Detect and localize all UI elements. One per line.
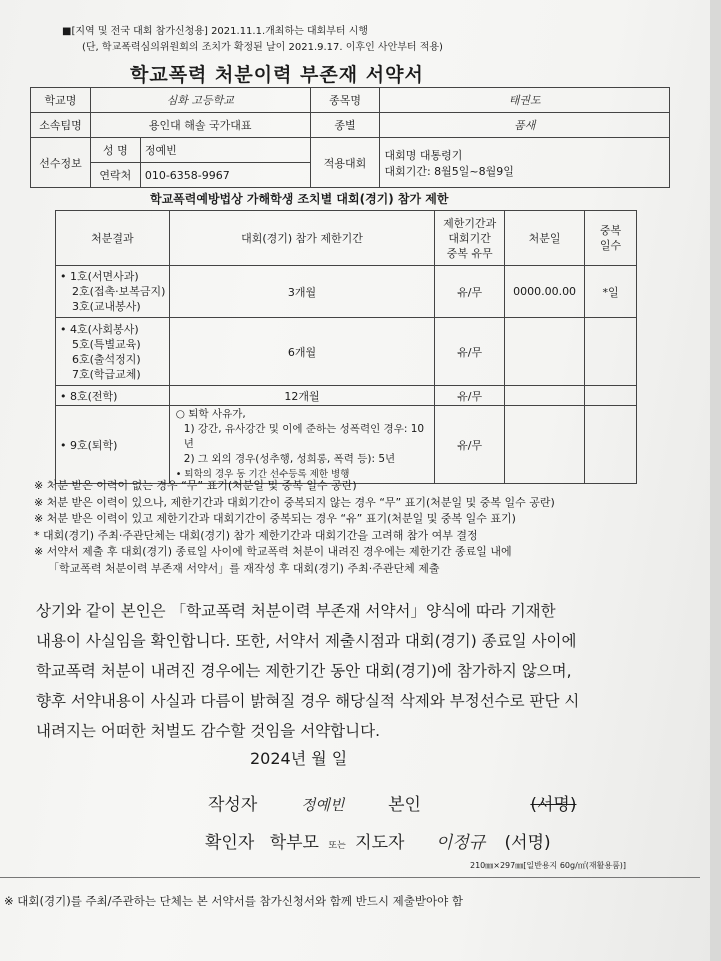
row3-overlap: 유/무 (435, 386, 505, 406)
document-title: 학교폭력 처분이력 부존재 서약서 (130, 64, 424, 86)
row2-result-1: • 4호(사회봉사) (60, 322, 139, 336)
contact-label: 연락처 (90, 163, 140, 188)
header-overlap (435, 211, 505, 266)
row2-result-3: 6호(출석정지) (72, 352, 141, 366)
note-2: ※ 처분 받은 이력이 있으나, 제한기간과 대회기간이 중복되지 않는 경우 “무” 표기(처분일 및 중복 일수 공란) (34, 495, 555, 509)
row3-date (505, 386, 585, 406)
row1-days: *일 (585, 266, 637, 318)
header-days-line2: 일수 (599, 239, 622, 252)
confirmer-label: 확인자 (205, 833, 255, 853)
row2-result-4: 7호(학급교체) (72, 367, 141, 381)
header-overlap-line3: 중복 유무 (446, 246, 493, 260)
contact-value: 010-6358-9967 (140, 163, 310, 188)
row2-date (505, 318, 585, 386)
row2-period: 6개월 (169, 318, 434, 386)
footer-note: ※ 대회(경기)를 주최/주관하는 단체는 본 서약서를 참가신청서와 함께 반드시 제출받아야 함 (4, 894, 463, 908)
event-value: 태권도 (380, 88, 670, 113)
note-5: ※ 서약서 제출 후 대회(경기) 종료일 사이에 학교폭력 처분이 내려진 경우에는 제한기간 종료일 내에 (34, 545, 512, 558)
writer-label: 작성자 (208, 795, 258, 815)
row4-period-line2: 1) 강간, 유사강간 및 이에 준하는 성폭력인 경우: 10년 (183, 423, 425, 450)
header-days (585, 211, 637, 266)
team-value: 용인대 해솔 국가대표 (90, 113, 310, 138)
header-date: 처분일 (505, 211, 585, 266)
parent-label: 학부모 (269, 833, 319, 853)
header-note-1: ■[지역 및 전국 대회 참가신청용] 2021.11.1.개최하는 대회부터 시행 (62, 26, 369, 37)
school-label: 학교명 (31, 88, 91, 113)
row1-date: 0000.00.00 (505, 266, 585, 318)
date-line: 2024년 월 일 (250, 749, 348, 768)
row1-period: 3개월 (169, 266, 434, 318)
row3-period: 12개월 (169, 386, 434, 406)
competition-label: 적용대회 (310, 138, 380, 188)
category-value: 품새 (380, 113, 670, 138)
coach-label: 지도자 (355, 833, 405, 853)
competition-name: 대회명 대통령기 (384, 148, 463, 162)
row4-period (169, 406, 434, 484)
pledge-line-5: 내려지는 어떠한 처벌도 감수할 것임을 서약합니다. (36, 722, 380, 740)
header-note-2: (단, 학교폭력심의위원회의 조치가 확정된 날이 2021.9.17. 이후인 사안부터 적용) (82, 42, 443, 53)
row4-date (505, 406, 585, 484)
header-overlap-line1: 제한기간과 (443, 216, 497, 230)
row2-overlap: 유/무 (435, 318, 505, 386)
row2-days (585, 318, 637, 386)
row4-period-line3: 2) 그 외의 경우(성추행, 성희롱, 폭력 등): 5년 (183, 453, 396, 465)
row4-days (585, 406, 637, 484)
note-4: * 대회(경기) 주최·주관단체는 대회(경기) 참가 제한기간과 대회기간을 고려해 참가 여부 결정 (34, 528, 478, 542)
header-days-line1: 중복 (599, 224, 622, 237)
competition-period: 대회기간: 8월5일~8월9일 (384, 164, 514, 178)
team-label: 소속팀명 (31, 113, 91, 138)
or-label: 또는 (328, 841, 346, 851)
school-value: 심화 고등학교 (90, 88, 310, 113)
header-period: 대회(경기) 참가 제한기간 (169, 211, 434, 266)
notes (34, 478, 555, 577)
row3-result: • 8호(전학) (56, 386, 170, 406)
row4-result: • 9호(퇴학) (56, 406, 170, 484)
note-3: ※ 처분 받은 이력이 있고 제한기간과 대회기간이 중복되는 경우 “유” 표기(처분일 및 중복 일수 표기) (34, 512, 516, 525)
coach-name: 이정규 (435, 833, 486, 853)
pledge-line-2: 내용이 사실임을 확인합니다. 또한, 서약서 제출시점과 대회(경기) 종료일 사이에 (36, 632, 577, 650)
row4-period-line1: ○ 퇴학 사유가, (175, 408, 246, 420)
row4-period-line4: • 퇴학의 경우 동 기간 선수등록 제한 병행 (175, 469, 350, 480)
restriction-subtitle: 학교폭력예방법상 가해학생 조치별 대회(경기) 참가 제한 (150, 192, 449, 206)
note-6: 「학교폭력 처분이력 부존재 서약서」를 재작성 후 대회(경기) 주최·주관단체 제출 (48, 561, 440, 575)
competition-value (380, 138, 670, 188)
row4-overlap: 유/무 (435, 406, 505, 484)
row1-result-3: 3호(교내봉사) (72, 300, 141, 313)
row1-result-2: 2호(접촉·보복금지) (72, 285, 166, 298)
row1-overlap: 유/무 (435, 266, 505, 318)
name-value: 정예빈 (140, 138, 310, 163)
writer-sign-label: (서명) (530, 795, 577, 815)
event-label: 종목명 (310, 88, 380, 113)
category-label: 종별 (310, 113, 380, 138)
self-label: 본인 (388, 795, 421, 815)
pledge-line-1: 상기와 같이 본인은 「학교폭력 처분이력 부존재 서약서」양식에 따라 기재한 (36, 602, 556, 620)
player-label: 선수정보 (31, 138, 91, 188)
row1-result-1: • 1호(서면사과) (60, 270, 139, 283)
info-table (30, 87, 670, 188)
header-result: 처분결과 (56, 211, 170, 266)
pledge-text (36, 596, 579, 746)
row1-results (56, 266, 170, 318)
restriction-table (55, 210, 637, 484)
row2-results (56, 318, 170, 386)
footer-divider (0, 877, 700, 878)
pledge-line-4: 향후 서약내용이 사실과 다름이 밝혀질 경우 해당실적 삭제와 부정선수로 판단 시 (36, 692, 580, 710)
pledge-line-3: 학교폭력 처분이 내려진 경우에는 제한기간 동안 대회(경기)에 참가하지 않으며, (36, 662, 572, 680)
note-1: ※ 처분 받은 이력이 없는 경우 “무” 표기(처분일 및 중복 일수 공란) (34, 479, 357, 492)
name-label: 성 명 (90, 138, 140, 163)
paper-size-note: 210㎜×297㎜[일반용지 60g/㎡(재활용품)] (470, 861, 627, 870)
writer-line (208, 790, 576, 815)
coach-sign-label: (서명) (504, 833, 551, 853)
row2-result-2: 5호(특별교육) (72, 337, 141, 351)
header-overlap-line2: 대회기간 (448, 231, 491, 245)
confirmer-line (205, 828, 551, 853)
row3-days (585, 386, 637, 406)
writer-name: 정예빈 (300, 796, 345, 814)
